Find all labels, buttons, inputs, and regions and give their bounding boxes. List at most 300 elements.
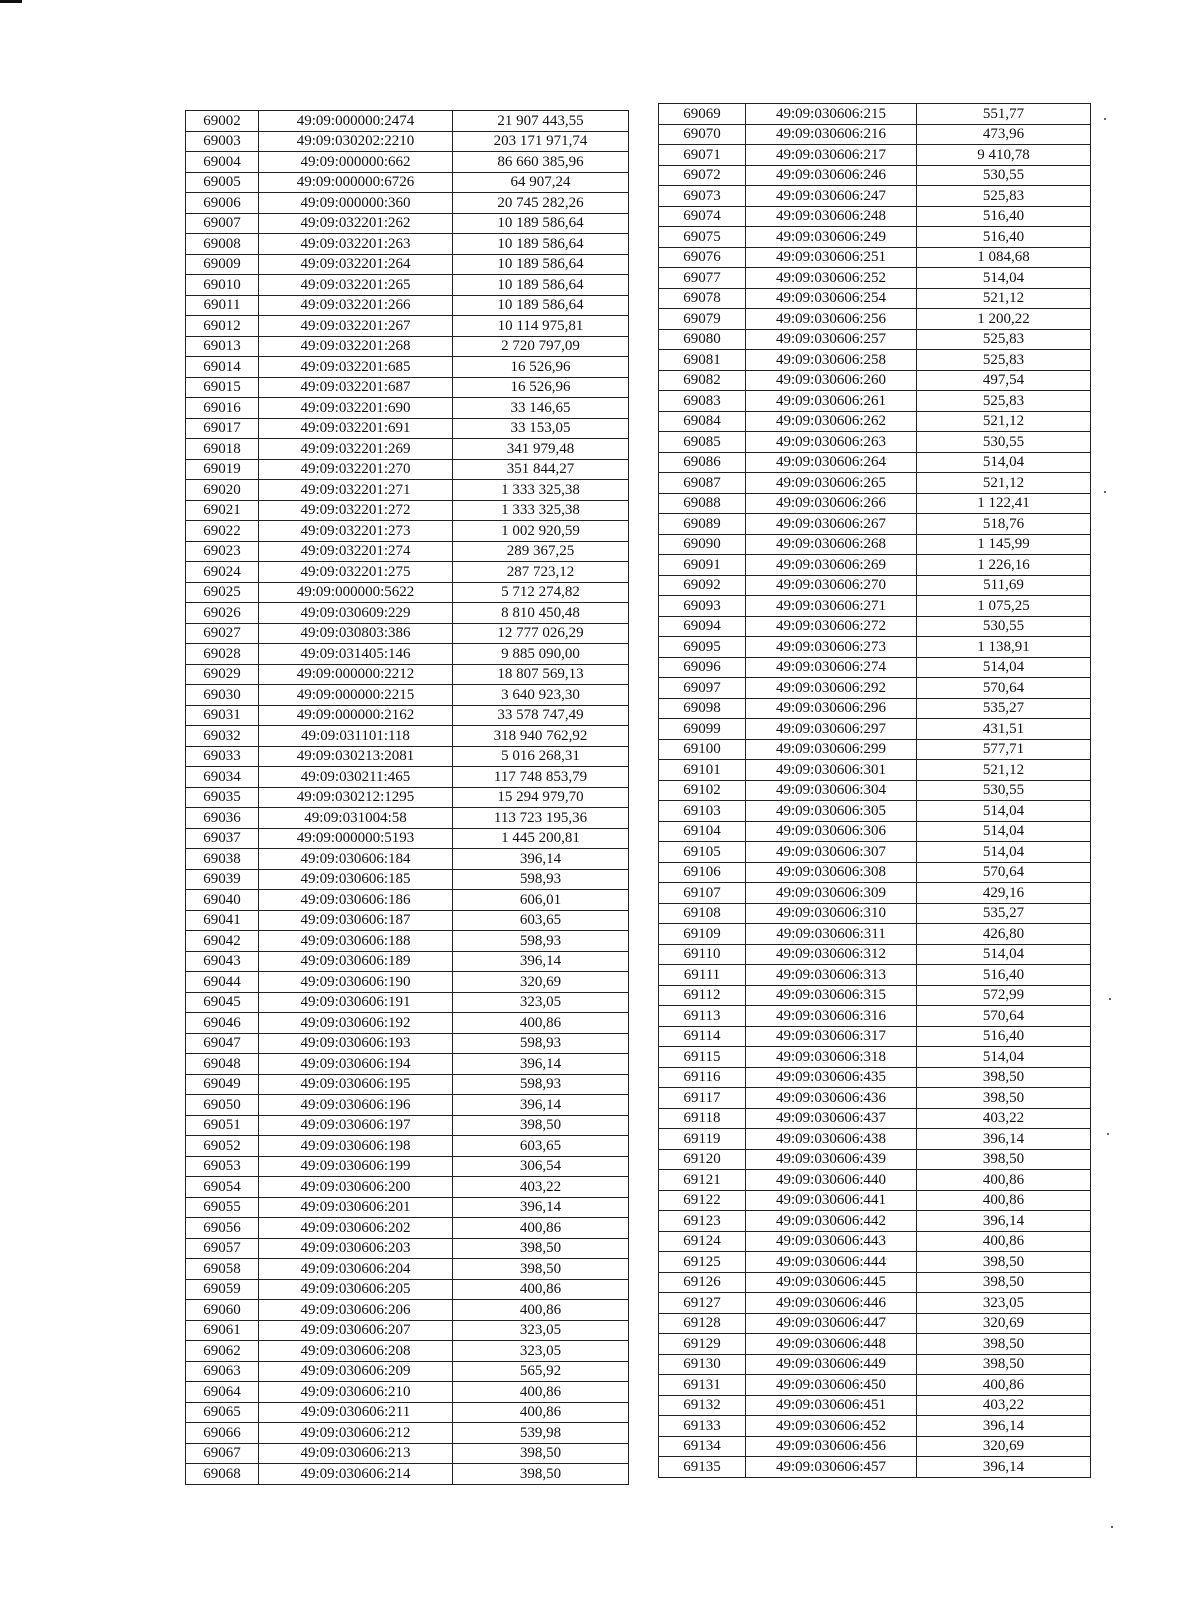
table-row (186, 418, 629, 439)
cadastral-number-cell: 49:09:030606:457 (746, 1457, 917, 1478)
table-row (659, 678, 1091, 699)
cadastral-value-cell: 431,51 (917, 719, 1091, 740)
cadastral-value-cell: 514,04 (917, 801, 1091, 822)
cadastral-value-cell: 514,04 (917, 268, 1091, 289)
record-number-cell: 69129 (659, 1334, 746, 1355)
record-number-cell: 69083 (659, 391, 746, 412)
table-row (659, 719, 1091, 740)
cadastral-value-cell: 598,93 (453, 1074, 629, 1095)
record-number-cell: 69071 (659, 145, 746, 166)
record-number-cell: 69053 (186, 1156, 259, 1177)
record-number-cell: 69086 (659, 452, 746, 473)
table-row (659, 965, 1091, 986)
table-row (186, 1013, 629, 1034)
cadastral-value-cell: 400,86 (453, 1279, 629, 1300)
record-number-cell: 69003 (186, 131, 259, 152)
table-row (186, 213, 629, 234)
record-number-cell: 69046 (186, 1013, 259, 1034)
table-row (659, 1354, 1091, 1375)
table-row (659, 104, 1091, 125)
cadastral-number-cell: 49:09:030606:200 (259, 1177, 453, 1198)
record-number-cell: 69106 (659, 862, 746, 883)
cadastral-value-cell: 1 333 325,38 (453, 480, 629, 501)
cadastral-number-cell: 49:09:030606:202 (259, 1218, 453, 1239)
table-row (186, 295, 629, 316)
record-number-cell: 69093 (659, 596, 746, 617)
cadastral-number-cell: 49:09:030606:217 (746, 145, 917, 166)
record-number-cell: 69012 (186, 316, 259, 337)
cadastral-value-cell: 2 720 797,09 (453, 336, 629, 357)
cadastral-value-cell: 1 226,16 (917, 555, 1091, 576)
cadastral-number-cell: 49:09:030606:198 (259, 1136, 453, 1157)
record-number-cell: 69132 (659, 1395, 746, 1416)
record-number-cell: 69101 (659, 760, 746, 781)
cadastral-value-cell: 551,77 (917, 104, 1091, 125)
cadastral-value-cell: 521,12 (917, 760, 1091, 781)
record-number-cell: 69135 (659, 1457, 746, 1478)
cadastral-value-cell: 396,14 (453, 951, 629, 972)
table-row (659, 165, 1091, 186)
table-row (659, 1231, 1091, 1252)
cadastral-number-cell: 49:09:030606:306 (746, 821, 917, 842)
record-number-cell: 69039 (186, 869, 259, 890)
cadastral-value-cell: 5 016 268,31 (453, 746, 629, 767)
cadastral-value-cell: 570,64 (917, 678, 1091, 699)
cadastral-number-cell: 49:09:030606:201 (259, 1197, 453, 1218)
cadastral-value-cell: 398,50 (917, 1067, 1091, 1088)
table-row (186, 275, 629, 296)
cadastral-value-cell: 577,71 (917, 739, 1091, 760)
table-row (186, 1033, 629, 1054)
cadastral-number-cell: 49:09:030606:301 (746, 760, 917, 781)
cadastral-number-cell: 49:09:030606:210 (259, 1382, 453, 1403)
table-row (659, 1026, 1091, 1047)
table-row (186, 1443, 629, 1464)
cadastral-value-cell: 113 723 195,36 (453, 808, 629, 829)
table-row (659, 534, 1091, 555)
cadastral-number-cell: 49:09:030606:258 (746, 350, 917, 371)
record-number-cell: 69059 (186, 1279, 259, 1300)
table-row (186, 1464, 629, 1485)
record-number-cell: 69010 (186, 275, 259, 296)
cadastral-number-cell: 49:09:030606:203 (259, 1238, 453, 1259)
table-row (659, 1067, 1091, 1088)
cadastral-number-cell: 49:09:030606:311 (746, 924, 917, 945)
cadastral-value-cell: 426,80 (917, 924, 1091, 945)
cadastral-value-cell: 525,83 (917, 329, 1091, 350)
cadastral-value-cell: 535,27 (917, 903, 1091, 924)
table-row (659, 1272, 1091, 1293)
cadastral-value-cell: 539,98 (453, 1423, 629, 1444)
cadastral-number-cell: 49:09:000000:5622 (259, 582, 453, 603)
cadastral-number-cell: 49:09:030606:204 (259, 1259, 453, 1280)
record-number-cell: 69050 (186, 1095, 259, 1116)
cadastral-value-cell: 16 526,96 (453, 357, 629, 378)
cadastral-value-cell: 320,69 (917, 1436, 1091, 1457)
table-row (659, 1436, 1091, 1457)
record-number-cell: 69020 (186, 480, 259, 501)
cadastral-number-cell: 49:09:030609:229 (259, 603, 453, 624)
table-row (659, 391, 1091, 412)
record-number-cell: 69124 (659, 1231, 746, 1252)
table-row (659, 1047, 1091, 1068)
cadastral-value-cell: 530,55 (917, 165, 1091, 186)
table-row (186, 1115, 629, 1136)
record-number-cell: 69118 (659, 1108, 746, 1129)
cadastral-value-cell: 33 153,05 (453, 418, 629, 439)
table-row (659, 288, 1091, 309)
record-number-cell: 69024 (186, 562, 259, 583)
table-row (659, 1108, 1091, 1129)
record-number-cell: 69125 (659, 1252, 746, 1273)
cadastral-number-cell: 49:09:032201:272 (259, 500, 453, 521)
cadastral-number-cell: 49:09:030606:452 (746, 1416, 917, 1437)
table-row (186, 726, 629, 747)
table-row (659, 1252, 1091, 1273)
record-number-cell: 69025 (186, 582, 259, 603)
table-row (186, 787, 629, 808)
table-row (659, 309, 1091, 330)
cadastral-number-cell: 49:09:030606:442 (746, 1211, 917, 1232)
table-row (659, 206, 1091, 227)
cadastral-value-cell: 400,86 (917, 1375, 1091, 1396)
cadastral-value-cell: 10 189 586,64 (453, 234, 629, 255)
cadastral-number-cell: 49:09:030606:296 (746, 698, 917, 719)
record-number-cell: 69055 (186, 1197, 259, 1218)
cadastral-value-cell: 5 712 274,82 (453, 582, 629, 603)
cadastral-number-cell: 49:09:032201:266 (259, 295, 453, 316)
table-row (659, 1334, 1091, 1355)
table-row (659, 944, 1091, 965)
table-row (186, 152, 629, 173)
record-number-cell: 69119 (659, 1129, 746, 1150)
table-row (186, 541, 629, 562)
cadastral-number-cell: 49:09:032201:687 (259, 377, 453, 398)
table-row (659, 842, 1091, 863)
table-row (659, 760, 1091, 781)
cadastral-value-cell: 16 526,96 (453, 377, 629, 398)
table-row (186, 910, 629, 931)
cadastral-value-cell: 400,86 (453, 1218, 629, 1239)
table-row (659, 227, 1091, 248)
cadastral-value-cell: 398,50 (453, 1238, 629, 1259)
record-number-cell: 69015 (186, 377, 259, 398)
cadastral-number-cell: 49:09:032201:269 (259, 439, 453, 460)
cadastral-value-cell: 516,40 (917, 206, 1091, 227)
record-number-cell: 69070 (659, 124, 746, 145)
record-number-cell: 69064 (186, 1382, 259, 1403)
table-row (186, 172, 629, 193)
cadastral-value-cell: 396,14 (917, 1457, 1091, 1478)
cadastral-number-cell: 49:09:030606:192 (259, 1013, 453, 1034)
record-number-cell: 69061 (186, 1320, 259, 1341)
record-number-cell: 69079 (659, 309, 746, 330)
record-number-cell: 69069 (659, 104, 746, 125)
record-number-cell: 69082 (659, 370, 746, 391)
record-number-cell: 69120 (659, 1149, 746, 1170)
cadastral-value-cell: 1 122,41 (917, 493, 1091, 514)
table-row (186, 582, 629, 603)
table-row (186, 931, 629, 952)
cadastral-value-cell: 323,05 (453, 1320, 629, 1341)
record-number-cell: 69131 (659, 1375, 746, 1396)
record-number-cell: 69117 (659, 1088, 746, 1109)
table-row (186, 459, 629, 480)
record-number-cell: 69123 (659, 1211, 746, 1232)
record-number-cell: 69027 (186, 623, 259, 644)
cadastral-value-cell: 287 723,12 (453, 562, 629, 583)
cadastral-value-cell: 398,50 (917, 1272, 1091, 1293)
table-row (186, 1074, 629, 1095)
cadastral-number-cell: 49:09:030803:386 (259, 623, 453, 644)
table-row (186, 685, 629, 706)
cadastral-number-cell: 49:09:030606:188 (259, 931, 453, 952)
cadastral-value-cell: 10 189 586,64 (453, 295, 629, 316)
record-number-cell: 69074 (659, 206, 746, 227)
record-number-cell: 69009 (186, 254, 259, 275)
table-row (659, 124, 1091, 145)
record-number-cell: 69089 (659, 514, 746, 535)
table-row (186, 1341, 629, 1362)
cadastral-number-cell: 49:09:030606:297 (746, 719, 917, 740)
table-row (659, 1149, 1091, 1170)
table-row (659, 637, 1091, 658)
cadastral-number-cell: 49:09:030606:437 (746, 1108, 917, 1129)
cadastral-value-cell: 400,86 (453, 1013, 629, 1034)
cadastral-value-cell: 516,40 (917, 227, 1091, 248)
cadastral-number-cell: 49:09:032201:690 (259, 398, 453, 419)
record-number-cell: 69113 (659, 1006, 746, 1027)
cadastral-value-cell: 403,22 (917, 1395, 1091, 1416)
cadastral-number-cell: 49:09:030606:441 (746, 1190, 917, 1211)
cadastral-number-cell: 49:09:031004:58 (259, 808, 453, 829)
table-row (186, 562, 629, 583)
cadastral-number-cell: 49:09:030606:274 (746, 657, 917, 678)
cadastral-value-cell: 1 145,99 (917, 534, 1091, 555)
table-row (186, 1156, 629, 1177)
cadastral-number-cell: 49:09:032201:275 (259, 562, 453, 583)
table-row (659, 1211, 1091, 1232)
record-number-cell: 69122 (659, 1190, 746, 1211)
record-number-cell: 69063 (186, 1361, 259, 1382)
cadastral-value-cell: 3 640 923,30 (453, 685, 629, 706)
table-row (186, 808, 629, 829)
cadastral-value-cell: 396,14 (453, 1197, 629, 1218)
table-row (186, 644, 629, 665)
cadastral-number-cell: 49:09:030606:246 (746, 165, 917, 186)
cadastral-number-cell: 49:09:030606:185 (259, 869, 453, 890)
cadastral-number-cell: 49:09:030606:308 (746, 862, 917, 883)
cadastral-number-cell: 49:09:030211:465 (259, 767, 453, 788)
table-row (659, 821, 1091, 842)
table-row (186, 828, 629, 849)
cadastral-number-cell: 49:09:000000:2215 (259, 685, 453, 706)
cadastral-value-cell: 497,54 (917, 370, 1091, 391)
record-number-cell: 69006 (186, 193, 259, 214)
cadastral-value-cell: 570,64 (917, 862, 1091, 883)
table-row (659, 1190, 1091, 1211)
table-row (659, 1375, 1091, 1396)
cadastral-value-cell: 396,14 (453, 1095, 629, 1116)
cadastral-number-cell: 49:09:030606:272 (746, 616, 917, 637)
cadastral-value-cell: 511,69 (917, 575, 1091, 596)
record-number-cell: 69034 (186, 767, 259, 788)
cadastral-number-cell: 49:09:030606:448 (746, 1334, 917, 1355)
record-number-cell: 69109 (659, 924, 746, 945)
table-row (186, 480, 629, 501)
table-row (186, 316, 629, 337)
record-number-cell: 69035 (186, 787, 259, 808)
table-row (659, 1129, 1091, 1150)
cadastral-number-cell: 49:09:030606:187 (259, 910, 453, 931)
record-number-cell: 69047 (186, 1033, 259, 1054)
cadastral-number-cell: 49:09:030606:207 (259, 1320, 453, 1341)
cadastral-value-cell: 398,50 (453, 1464, 629, 1485)
record-number-cell: 69107 (659, 883, 746, 904)
cadastral-value-cell: 203 171 971,74 (453, 131, 629, 152)
record-number-cell: 69068 (186, 1464, 259, 1485)
table-row (659, 739, 1091, 760)
cadastral-number-cell: 49:09:030606:312 (746, 944, 917, 965)
cadastral-value-cell: 396,14 (917, 1416, 1091, 1437)
cadastral-value-cell: 323,05 (917, 1293, 1091, 1314)
record-number-cell: 69103 (659, 801, 746, 822)
cadastral-value-cell: 320,69 (453, 972, 629, 993)
scan-dot (1111, 1526, 1113, 1528)
table-row (186, 1320, 629, 1341)
record-number-cell: 69115 (659, 1047, 746, 1068)
table-row (659, 575, 1091, 596)
cadastral-value-cell: 398,50 (917, 1149, 1091, 1170)
record-number-cell: 69028 (186, 644, 259, 665)
record-number-cell: 69011 (186, 295, 259, 316)
cadastral-number-cell: 49:09:030212:1295 (259, 787, 453, 808)
cadastral-number-cell: 49:09:030606:310 (746, 903, 917, 924)
table-row (659, 186, 1091, 207)
cadastral-number-cell: 49:09:030606:189 (259, 951, 453, 972)
cadastral-value-cell: 8 810 450,48 (453, 603, 629, 624)
table-row (659, 452, 1091, 473)
record-number-cell: 69023 (186, 541, 259, 562)
cadastral-value-cell: 18 807 569,13 (453, 664, 629, 685)
table-row (186, 1238, 629, 1259)
cadastral-number-cell: 49:09:030606:211 (259, 1402, 453, 1423)
cadastral-value-cell: 429,16 (917, 883, 1091, 904)
table-row (659, 780, 1091, 801)
cadastral-number-cell: 49:09:030606:193 (259, 1033, 453, 1054)
cadastral-number-cell: 49:09:030606:206 (259, 1300, 453, 1321)
cadastral-value-cell: 341 979,48 (453, 439, 629, 460)
record-number-cell: 69073 (659, 186, 746, 207)
cadastral-number-cell: 49:09:030606:438 (746, 1129, 917, 1150)
record-number-cell: 69019 (186, 459, 259, 480)
cadastral-number-cell: 49:09:030606:254 (746, 288, 917, 309)
cadastral-number-cell: 49:09:030606:315 (746, 985, 917, 1006)
cadastral-number-cell: 49:09:030606:304 (746, 780, 917, 801)
table-row (659, 903, 1091, 924)
cadastral-number-cell: 49:09:030606:251 (746, 247, 917, 268)
cadastral-value-cell: 525,83 (917, 186, 1091, 207)
record-number-cell: 69130 (659, 1354, 746, 1375)
cadastral-number-cell: 49:09:030606:256 (746, 309, 917, 330)
cadastral-number-cell: 49:09:030606:186 (259, 890, 453, 911)
cadastral-value-cell: 516,40 (917, 965, 1091, 986)
cadastral-number-cell: 49:09:030606:313 (746, 965, 917, 986)
cadastral-value-cell: 1 200,22 (917, 309, 1091, 330)
table-row (659, 268, 1091, 289)
table-row (186, 357, 629, 378)
cadastral-number-cell: 49:09:000000:2474 (259, 111, 453, 132)
table-row (659, 145, 1091, 166)
record-number-cell: 69041 (186, 910, 259, 931)
cadastral-value-cell: 1 445 200,81 (453, 828, 629, 849)
cadastral-number-cell: 49:09:032201:262 (259, 213, 453, 234)
cadastral-value-cell: 400,86 (453, 1402, 629, 1423)
cadastral-number-cell: 49:09:030606:445 (746, 1272, 917, 1293)
record-number-cell: 69081 (659, 350, 746, 371)
record-number-cell: 69062 (186, 1341, 259, 1362)
record-number-cell: 69060 (186, 1300, 259, 1321)
record-number-cell: 69088 (659, 493, 746, 514)
cadastral-number-cell: 49:09:030606:299 (746, 739, 917, 760)
cadastral-number-cell: 49:09:030606:292 (746, 678, 917, 699)
cadastral-value-cell: 9 885 090,00 (453, 644, 629, 665)
table-row (186, 1054, 629, 1075)
table-row (659, 1006, 1091, 1027)
table-row (186, 746, 629, 767)
record-number-cell: 69116 (659, 1067, 746, 1088)
cadastral-number-cell: 49:09:030606:435 (746, 1067, 917, 1088)
cadastral-number-cell: 49:09:030202:2210 (259, 131, 453, 152)
cadastral-value-cell: 1 138,91 (917, 637, 1091, 658)
table-row (186, 1361, 629, 1382)
cadastral-value-cell: 598,93 (453, 869, 629, 890)
cadastral-value-cell: 10 189 586,64 (453, 213, 629, 234)
record-number-cell: 69018 (186, 439, 259, 460)
cadastral-value-cell: 530,55 (917, 780, 1091, 801)
cadastral-number-cell: 49:09:000000:2162 (259, 705, 453, 726)
record-number-cell: 69078 (659, 288, 746, 309)
record-number-cell: 69077 (659, 268, 746, 289)
cadastral-number-cell: 49:09:030606:273 (746, 637, 917, 658)
record-number-cell: 69057 (186, 1238, 259, 1259)
cadastral-value-cell: 403,22 (917, 1108, 1091, 1129)
record-number-cell: 69091 (659, 555, 746, 576)
record-number-cell: 69094 (659, 616, 746, 637)
record-number-cell: 69080 (659, 329, 746, 350)
record-number-cell: 69098 (659, 698, 746, 719)
cadastral-value-cell: 400,86 (453, 1300, 629, 1321)
cadastral-number-cell: 49:09:000000:360 (259, 193, 453, 214)
record-number-cell: 69096 (659, 657, 746, 678)
cadastral-value-cell: 530,55 (917, 432, 1091, 453)
record-number-cell: 69102 (659, 780, 746, 801)
record-number-cell: 69058 (186, 1259, 259, 1280)
cadastral-value-cell: 10 189 586,64 (453, 275, 629, 296)
record-number-cell: 69085 (659, 432, 746, 453)
record-number-cell: 69090 (659, 534, 746, 555)
cadastral-value-cell: 572,99 (917, 985, 1091, 1006)
record-number-cell: 69095 (659, 637, 746, 658)
cadastral-value-cell: 598,93 (453, 1033, 629, 1054)
cadastral-value-cell: 33 146,65 (453, 398, 629, 419)
record-number-cell: 69084 (659, 411, 746, 432)
table-row (186, 131, 629, 152)
cadastral-number-cell: 49:09:030606:199 (259, 1156, 453, 1177)
cadastral-number-cell: 49:09:030606:209 (259, 1361, 453, 1382)
table-row (659, 1313, 1091, 1334)
cadastral-number-cell: 49:09:032201:270 (259, 459, 453, 480)
